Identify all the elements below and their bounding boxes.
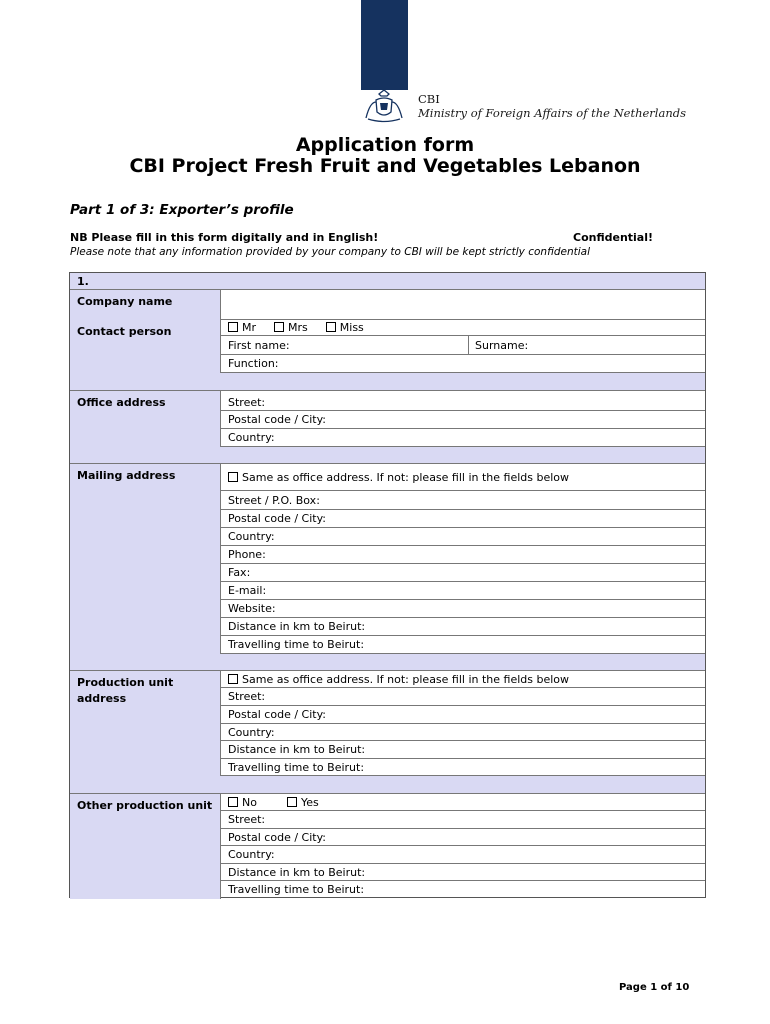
company-name-label: Company name: [70, 290, 221, 320]
checkbox-icon: [228, 674, 238, 684]
surname-field[interactable]: Surname:: [475, 339, 529, 352]
spacer-row: [70, 776, 705, 794]
other-country-field[interactable]: Country:: [221, 846, 705, 864]
spacer-row: [70, 654, 705, 671]
mailing-postal-field[interactable]: Postal code / City:: [221, 510, 705, 528]
function-field[interactable]: Function:: [221, 355, 705, 373]
other-yes-option[interactable]: Yes: [287, 796, 319, 809]
mailing-travel-time-field[interactable]: Travelling time to Beirut:: [221, 636, 705, 654]
production-travel-time-field[interactable]: Travelling time to Beirut:: [221, 759, 705, 776]
company-name-field[interactable]: [221, 290, 705, 320]
production-unit-label: Production unit address: [70, 671, 221, 776]
contact-person-label: Contact person: [70, 320, 221, 373]
checkbox-icon: [274, 322, 284, 332]
salutation-mrs[interactable]: Mrs: [274, 321, 308, 334]
other-postal-field[interactable]: Postal code / City:: [221, 829, 705, 846]
production-distance-field[interactable]: Distance in km to Beirut:: [221, 741, 705, 759]
mailing-email-field[interactable]: E-mail:: [221, 582, 705, 600]
production-postal-field[interactable]: Postal code / City:: [221, 706, 705, 724]
checkbox-icon: [228, 797, 238, 807]
crest-icon: [362, 88, 406, 124]
checkbox-icon: [228, 322, 238, 332]
org-full: Ministry of Foreign Affairs of the Netherlands: [418, 106, 686, 120]
checkbox-icon: [228, 472, 238, 482]
part-heading: Part 1 of 3: Exporter’s profile: [70, 202, 294, 218]
mailing-address-label: Mailing address: [70, 464, 221, 654]
office-country-field[interactable]: Country:: [221, 429, 705, 447]
org-short: CBI: [418, 92, 440, 106]
mailing-fax-field[interactable]: Fax:: [221, 564, 705, 582]
office-postal-field[interactable]: Postal code / City:: [221, 411, 705, 429]
spacer-row: [70, 373, 705, 391]
checkbox-icon: [326, 322, 336, 332]
confidential-label: Confidential!: [573, 231, 654, 244]
other-production-label: Other production unit: [70, 794, 221, 899]
page-number: Page 1 of 10: [619, 982, 690, 993]
exporter-form: [69, 272, 706, 898]
name-divider: [468, 336, 469, 355]
first-name-field[interactable]: First name:: [221, 336, 705, 355]
mailing-street-field[interactable]: Street / P.O. Box:: [221, 491, 705, 510]
salutation-miss[interactable]: Miss: [326, 321, 364, 334]
confidentiality-note: Please note that any information provided by your company to CBI will be kept strictly confidential: [70, 246, 591, 258]
checkbox-icon: [287, 797, 297, 807]
production-street-field[interactable]: Street:: [221, 688, 705, 706]
project-title: CBI Project Fresh Fruit and Vegetables Lebanon: [129, 155, 641, 177]
mailing-phone-field[interactable]: Phone:: [221, 546, 705, 564]
office-address-label: Office address: [70, 391, 221, 447]
logo-bar: [361, 0, 408, 90]
production-same-option[interactable]: Same as office address. If not: please fill in the fields below: [221, 671, 705, 688]
other-street-field[interactable]: Street:: [221, 811, 705, 829]
mailing-website-field[interactable]: Website:: [221, 600, 705, 618]
other-travel-time-field[interactable]: Travelling time to Beirut:: [228, 883, 365, 896]
mailing-country-field[interactable]: Country:: [221, 528, 705, 546]
salutation-row: [221, 320, 705, 336]
spacer-row: [70, 447, 705, 464]
nb-instruction: NB Please fill in this form digitally and in English!: [70, 231, 379, 244]
form-title: Application form: [295, 134, 475, 156]
salutation-mr[interactable]: Mr: [228, 321, 256, 334]
other-distance-field[interactable]: Distance in km to Beirut:: [221, 864, 705, 881]
mailing-distance-field[interactable]: Distance in km to Beirut:: [221, 618, 705, 636]
section-number: 1.: [70, 273, 705, 290]
mailing-same-option[interactable]: Same as office address. If not: please fill in the fields below: [221, 464, 705, 491]
org-name: [418, 92, 686, 120]
office-street-field[interactable]: Street:: [221, 391, 705, 411]
production-country-field[interactable]: Country:: [221, 724, 705, 741]
other-production-choice: [221, 794, 705, 811]
other-no-option[interactable]: No: [228, 796, 257, 809]
